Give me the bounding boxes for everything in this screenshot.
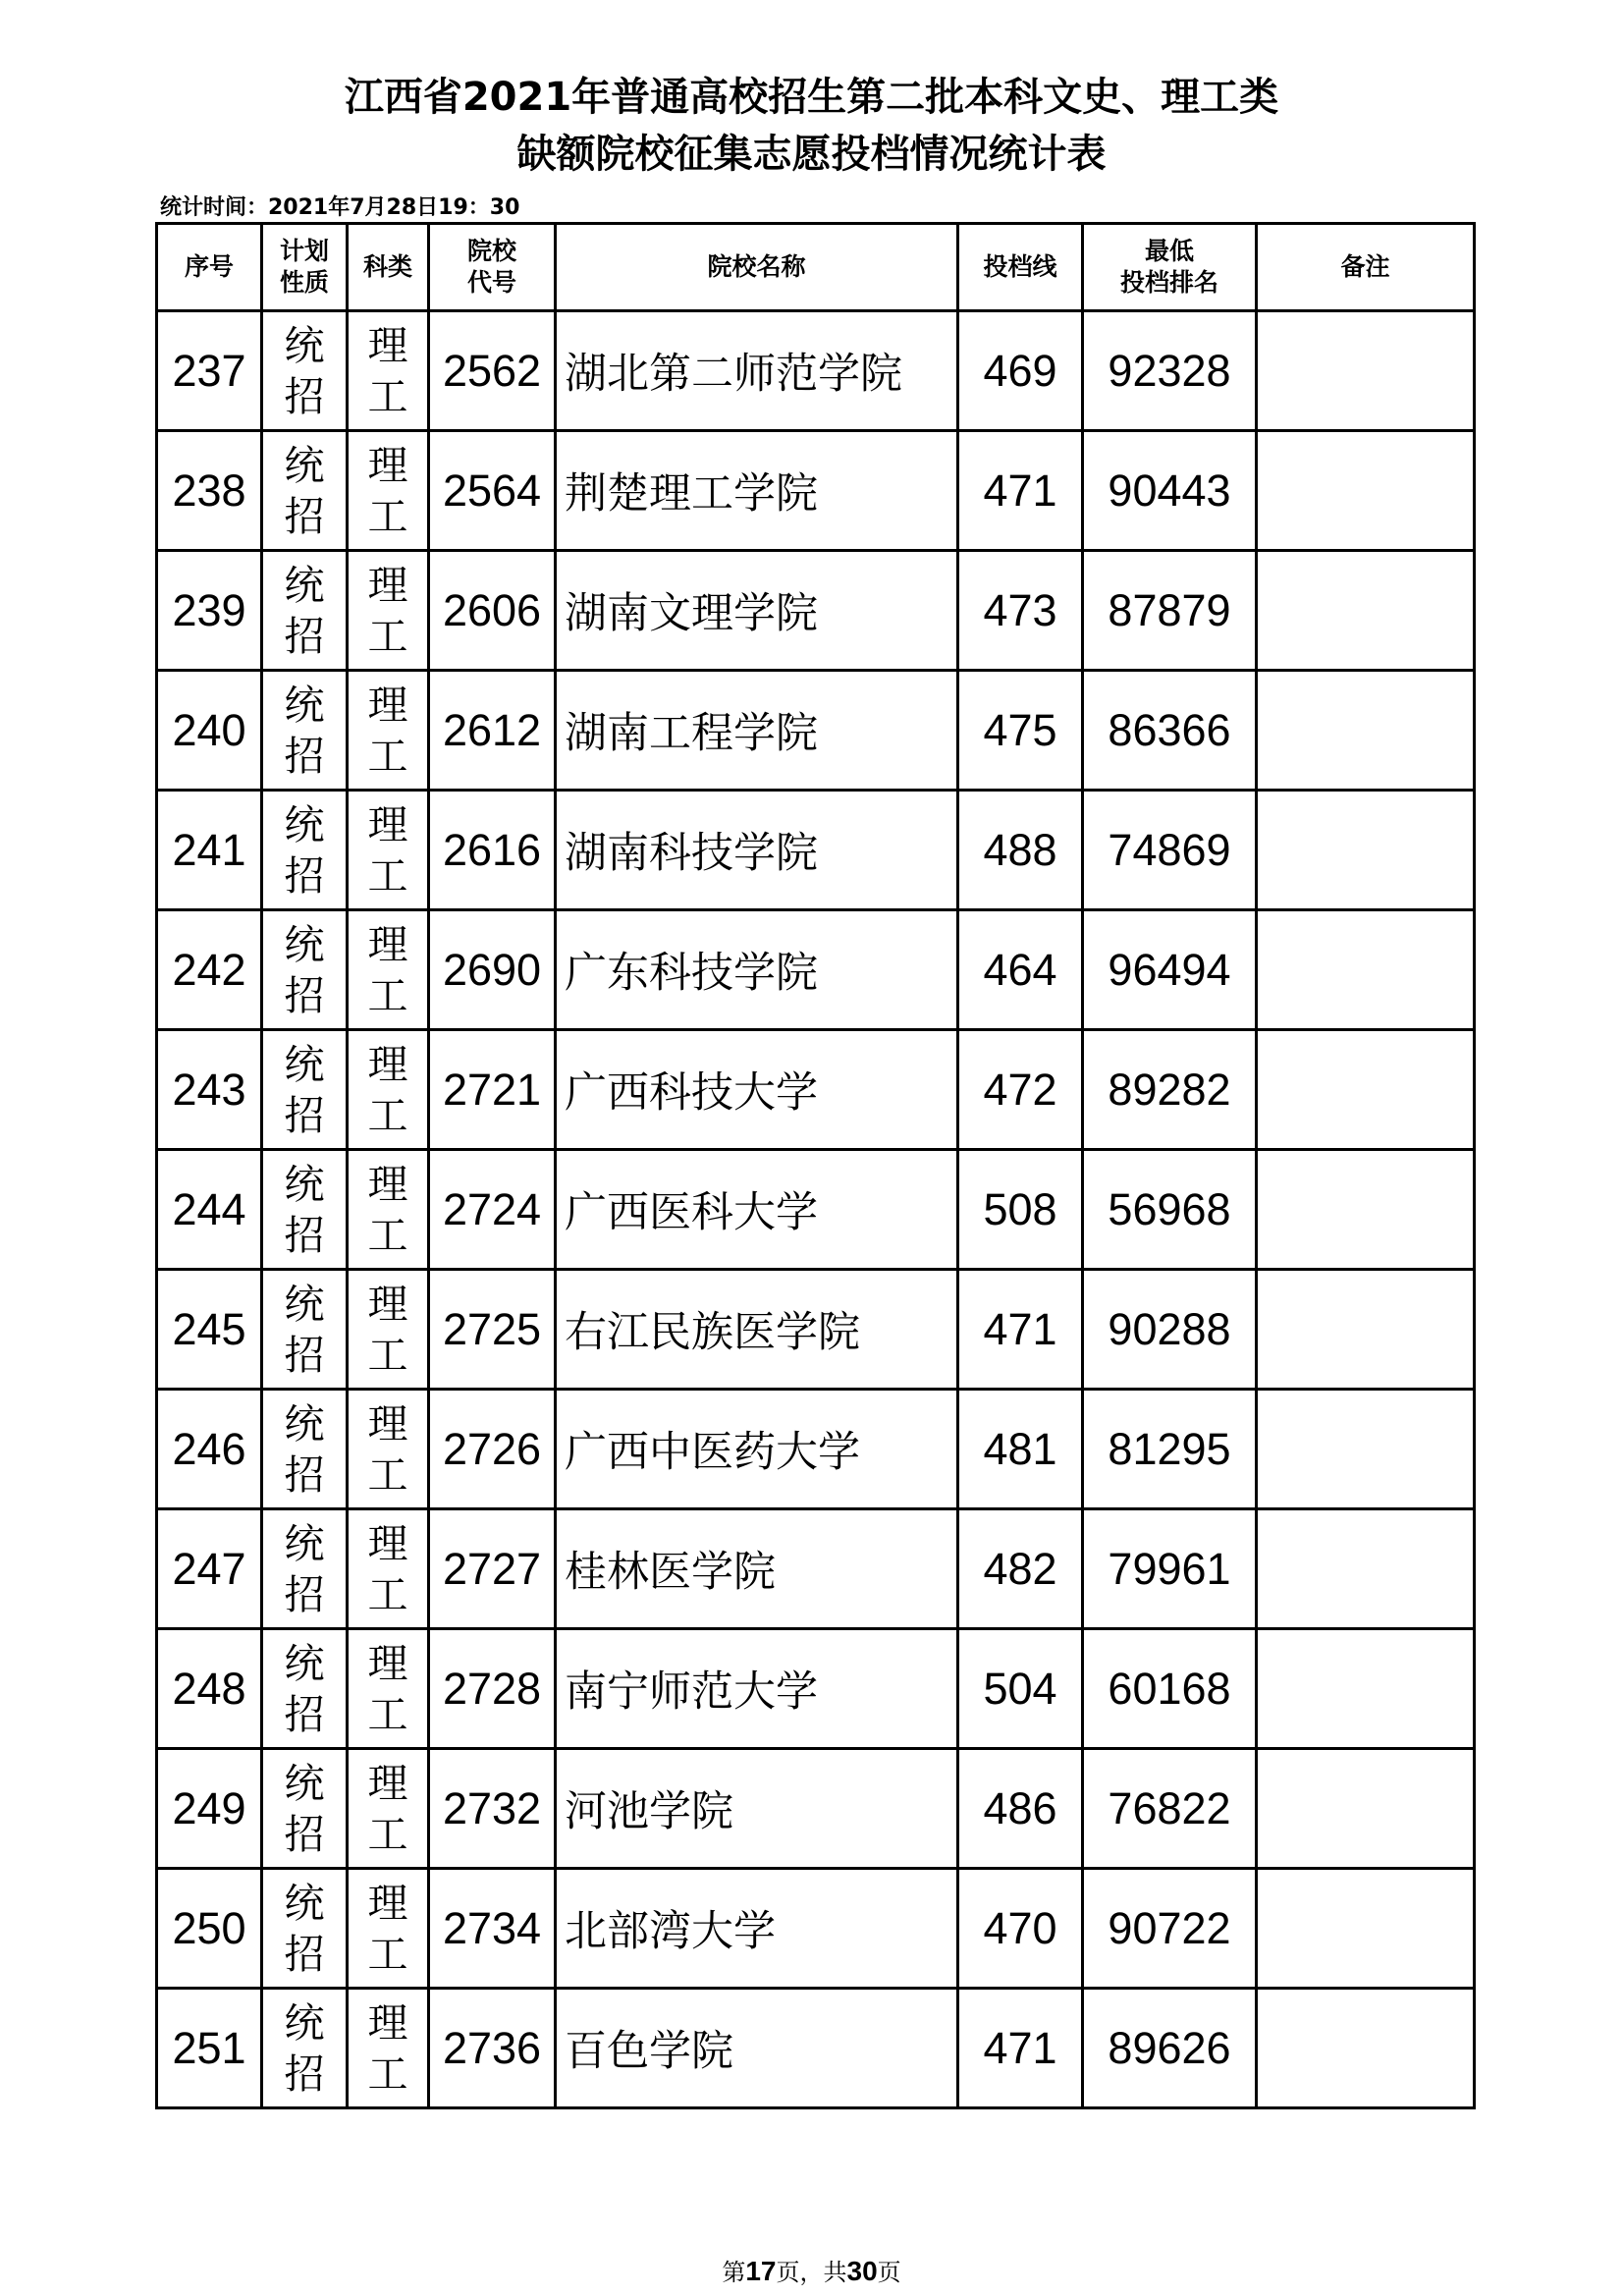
cell-plan-char: 招 bbox=[284, 1690, 325, 1738]
header-plan-type bbox=[262, 224, 348, 311]
cell-subject bbox=[348, 671, 429, 791]
footer-page-number: 17 bbox=[745, 2256, 777, 2286]
cell-plan-char: 统 bbox=[284, 1639, 325, 1687]
table-row bbox=[157, 431, 1475, 551]
cell-code: 2726 bbox=[429, 1390, 556, 1509]
title-line-1: 江西省2021年普通高校招生第二批本科文史、理工类 bbox=[344, 75, 1279, 120]
cell-rank: 87879 bbox=[1083, 551, 1257, 671]
cell-subject-char: 工 bbox=[367, 971, 408, 1019]
cell-plan-char: 招 bbox=[284, 1091, 325, 1139]
cell-subject-char: 理 bbox=[367, 1160, 408, 1208]
cell-remark bbox=[1257, 1989, 1475, 2108]
cell-subject-char: 工 bbox=[367, 1690, 408, 1738]
cell-rank: 90288 bbox=[1083, 1270, 1257, 1390]
cell-code: 2616 bbox=[429, 791, 556, 910]
header-min-rank-line2: 投档排名 bbox=[1119, 268, 1218, 297]
cell-remark bbox=[1257, 1869, 1475, 1989]
cell-subject-char: 理 bbox=[367, 800, 408, 848]
cell-remark bbox=[1257, 1629, 1475, 1749]
cell-seq: 243 bbox=[157, 1030, 262, 1150]
table-header-row bbox=[157, 224, 1475, 311]
cell-rank: 96494 bbox=[1083, 910, 1257, 1030]
cell-code: 2562 bbox=[429, 311, 556, 431]
cell-rank: 56968 bbox=[1083, 1150, 1257, 1270]
cell-plan bbox=[262, 1030, 348, 1150]
cell-remark bbox=[1257, 1509, 1475, 1629]
cell-plan-char: 招 bbox=[284, 971, 325, 1019]
cell-subject bbox=[348, 551, 429, 671]
admission-table bbox=[155, 222, 1476, 2109]
cell-rank: 60168 bbox=[1083, 1629, 1257, 1749]
cell-plan bbox=[262, 431, 348, 551]
cell-school-name: 桂林医学院 bbox=[556, 1509, 958, 1629]
cell-plan-char: 统 bbox=[284, 1280, 325, 1328]
table-row bbox=[157, 671, 1475, 791]
cell-subject-char: 理 bbox=[367, 1399, 408, 1448]
cell-subject bbox=[348, 1869, 429, 1989]
cell-plan-char: 招 bbox=[284, 1211, 325, 1259]
cell-remark bbox=[1257, 1749, 1475, 1869]
cell-code: 2736 bbox=[429, 1989, 556, 2108]
footer-suffix: 页 bbox=[877, 2259, 901, 2286]
cell-school-name: 广东科技学院 bbox=[556, 910, 958, 1030]
cell-subject-char: 工 bbox=[367, 612, 408, 660]
cell-plan-char: 招 bbox=[284, 1810, 325, 1858]
cell-plan bbox=[262, 1509, 348, 1629]
cell-rank: 86366 bbox=[1083, 671, 1257, 791]
cell-school-name: 百色学院 bbox=[556, 1989, 958, 2108]
cell-plan bbox=[262, 1749, 348, 1869]
cell-plan-char: 统 bbox=[284, 1160, 325, 1208]
cell-seq: 251 bbox=[157, 1989, 262, 2108]
cell-plan-char: 统 bbox=[284, 1519, 325, 1567]
cell-score: 504 bbox=[958, 1629, 1083, 1749]
cell-school-name: 北部湾大学 bbox=[556, 1869, 958, 1989]
cell-subject-char: 工 bbox=[367, 732, 408, 780]
cell-remark bbox=[1257, 671, 1475, 791]
cell-remark bbox=[1257, 910, 1475, 1030]
header-score-line: 投档线 bbox=[958, 224, 1083, 311]
table-row bbox=[157, 1989, 1475, 2108]
cell-subject bbox=[348, 1390, 429, 1509]
header-plan-type-line1: 计划 bbox=[279, 237, 329, 265]
cell-subject-char: 工 bbox=[367, 372, 408, 420]
cell-plan-char: 统 bbox=[284, 1399, 325, 1448]
cell-remark bbox=[1257, 791, 1475, 910]
cell-seq: 249 bbox=[157, 1749, 262, 1869]
statistics-time: 统计时间：2021年7月28日19：30 bbox=[160, 195, 520, 220]
header-min-rank-line1: 最低 bbox=[1144, 237, 1194, 265]
header-plan-type-line2: 性质 bbox=[279, 268, 329, 297]
cell-plan bbox=[262, 1629, 348, 1749]
table-row bbox=[157, 311, 1475, 431]
cell-plan bbox=[262, 1390, 348, 1509]
cell-plan bbox=[262, 1989, 348, 2108]
cell-score: 486 bbox=[958, 1749, 1083, 1869]
cell-score: 464 bbox=[958, 910, 1083, 1030]
cell-code: 2725 bbox=[429, 1270, 556, 1390]
cell-code: 2724 bbox=[429, 1150, 556, 1270]
cell-plan bbox=[262, 311, 348, 431]
footer-total-pages: 30 bbox=[846, 2256, 878, 2286]
cell-plan-char: 统 bbox=[284, 681, 325, 729]
cell-subject bbox=[348, 791, 429, 910]
title-line-2: 缺额院校征集志愿投档情况统计表 bbox=[516, 132, 1107, 177]
cell-code: 2564 bbox=[429, 431, 556, 551]
cell-seq: 248 bbox=[157, 1629, 262, 1749]
cell-subject-char: 理 bbox=[367, 321, 408, 369]
table-row bbox=[157, 1749, 1475, 1869]
cell-plan bbox=[262, 791, 348, 910]
cell-subject bbox=[348, 1629, 429, 1749]
cell-score: 470 bbox=[958, 1869, 1083, 1989]
cell-rank: 90443 bbox=[1083, 431, 1257, 551]
document-title bbox=[0, 69, 1623, 183]
cell-score: 471 bbox=[958, 1270, 1083, 1390]
footer-mid: 页，共 bbox=[776, 2259, 847, 2286]
cell-plan-char: 统 bbox=[284, 1998, 325, 2047]
cell-school-name: 右江民族医学院 bbox=[556, 1270, 958, 1390]
cell-plan-char: 招 bbox=[284, 1930, 325, 1978]
cell-plan-char: 统 bbox=[284, 561, 325, 609]
cell-seq: 242 bbox=[157, 910, 262, 1030]
cell-rank: 79961 bbox=[1083, 1509, 1257, 1629]
cell-subject-char: 理 bbox=[367, 441, 408, 489]
cell-subject bbox=[348, 431, 429, 551]
cell-seq: 246 bbox=[157, 1390, 262, 1509]
cell-school-name: 河池学院 bbox=[556, 1749, 958, 1869]
table-row bbox=[157, 1629, 1475, 1749]
cell-code: 2690 bbox=[429, 910, 556, 1030]
cell-rank: 81295 bbox=[1083, 1390, 1257, 1509]
cell-subject-char: 理 bbox=[367, 1040, 408, 1088]
table-row bbox=[157, 1869, 1475, 1989]
cell-code: 2734 bbox=[429, 1869, 556, 1989]
header-remark: 备注 bbox=[1257, 224, 1475, 311]
cell-remark bbox=[1257, 311, 1475, 431]
cell-seq: 247 bbox=[157, 1509, 262, 1629]
cell-seq: 241 bbox=[157, 791, 262, 910]
cell-code: 2732 bbox=[429, 1749, 556, 1869]
cell-plan-char: 统 bbox=[284, 1759, 325, 1807]
cell-subject bbox=[348, 1030, 429, 1150]
cell-score: 472 bbox=[958, 1030, 1083, 1150]
cell-score: 482 bbox=[958, 1509, 1083, 1629]
cell-remark bbox=[1257, 431, 1475, 551]
cell-school-name: 广西医科大学 bbox=[556, 1150, 958, 1270]
table-row bbox=[157, 1150, 1475, 1270]
cell-seq: 239 bbox=[157, 551, 262, 671]
cell-subject bbox=[348, 1989, 429, 2108]
cell-rank: 89282 bbox=[1083, 1030, 1257, 1150]
cell-subject-char: 工 bbox=[367, 1091, 408, 1139]
cell-code: 2721 bbox=[429, 1030, 556, 1150]
table-row bbox=[157, 1030, 1475, 1150]
cell-subject-char: 理 bbox=[367, 1280, 408, 1328]
cell-plan-char: 统 bbox=[284, 441, 325, 489]
cell-remark bbox=[1257, 1390, 1475, 1509]
cell-plan-char: 统 bbox=[284, 800, 325, 848]
cell-score: 475 bbox=[958, 671, 1083, 791]
footer-prefix: 第 bbox=[722, 2259, 746, 2286]
cell-remark bbox=[1257, 551, 1475, 671]
cell-score: 481 bbox=[958, 1390, 1083, 1509]
cell-school-name: 广西科技大学 bbox=[556, 1030, 958, 1150]
cell-subject-char: 工 bbox=[367, 1570, 408, 1618]
cell-plan-char: 招 bbox=[284, 492, 325, 540]
cell-subject-char: 工 bbox=[367, 1810, 408, 1858]
cell-plan bbox=[262, 1150, 348, 1270]
cell-seq: 245 bbox=[157, 1270, 262, 1390]
cell-code: 2728 bbox=[429, 1629, 556, 1749]
cell-subject-char: 工 bbox=[367, 2050, 408, 2098]
cell-plan bbox=[262, 1869, 348, 1989]
cell-subject bbox=[348, 1509, 429, 1629]
cell-rank: 92328 bbox=[1083, 311, 1257, 431]
cell-subject-char: 理 bbox=[367, 1759, 408, 1807]
cell-seq: 250 bbox=[157, 1869, 262, 1989]
cell-subject bbox=[348, 1270, 429, 1390]
cell-subject-char: 理 bbox=[367, 1519, 408, 1567]
cell-plan bbox=[262, 1270, 348, 1390]
cell-score: 471 bbox=[958, 431, 1083, 551]
cell-school-name: 湖北第二师范学院 bbox=[556, 311, 958, 431]
cell-school-name: 广西中医药大学 bbox=[556, 1390, 958, 1509]
cell-score: 471 bbox=[958, 1989, 1083, 2108]
cell-plan-char: 招 bbox=[284, 612, 325, 660]
table-row bbox=[157, 910, 1475, 1030]
cell-seq: 238 bbox=[157, 431, 262, 551]
cell-plan-char: 招 bbox=[284, 851, 325, 900]
cell-plan-char: 统 bbox=[284, 1040, 325, 1088]
cell-plan-char: 统 bbox=[284, 920, 325, 968]
cell-remark bbox=[1257, 1150, 1475, 1270]
cell-seq: 244 bbox=[157, 1150, 262, 1270]
header-school-code bbox=[429, 224, 556, 311]
cell-subject-char: 工 bbox=[367, 1331, 408, 1379]
cell-subject-char: 工 bbox=[367, 1450, 408, 1499]
cell-plan-char: 招 bbox=[284, 372, 325, 420]
cell-school-name: 南宁师范大学 bbox=[556, 1629, 958, 1749]
cell-plan bbox=[262, 671, 348, 791]
table-row bbox=[157, 791, 1475, 910]
cell-plan-char: 招 bbox=[284, 2050, 325, 2098]
cell-score: 488 bbox=[958, 791, 1083, 910]
cell-school-name: 湖南工程学院 bbox=[556, 671, 958, 791]
cell-plan bbox=[262, 551, 348, 671]
cell-subject-char: 理 bbox=[367, 1998, 408, 2047]
cell-subject-char: 理 bbox=[367, 1639, 408, 1687]
cell-subject-char: 工 bbox=[367, 1930, 408, 1978]
cell-school-name: 荆楚理工学院 bbox=[556, 431, 958, 551]
cell-subject bbox=[348, 1749, 429, 1869]
table-row bbox=[157, 1390, 1475, 1509]
cell-rank: 90722 bbox=[1083, 1869, 1257, 1989]
cell-subject-char: 理 bbox=[367, 561, 408, 609]
page-footer bbox=[0, 2253, 1623, 2287]
table-row bbox=[157, 551, 1475, 671]
header-school-name: 院校名称 bbox=[556, 224, 958, 311]
table-row bbox=[157, 1509, 1475, 1629]
cell-rank: 74869 bbox=[1083, 791, 1257, 910]
cell-score: 508 bbox=[958, 1150, 1083, 1270]
cell-subject-char: 理 bbox=[367, 920, 408, 968]
cell-plan-char: 招 bbox=[284, 1450, 325, 1499]
cell-plan-char: 招 bbox=[284, 732, 325, 780]
cell-score: 469 bbox=[958, 311, 1083, 431]
cell-code: 2612 bbox=[429, 671, 556, 791]
cell-school-name: 湖南文理学院 bbox=[556, 551, 958, 671]
cell-rank: 76822 bbox=[1083, 1749, 1257, 1869]
cell-seq: 240 bbox=[157, 671, 262, 791]
table-row bbox=[157, 1270, 1475, 1390]
cell-seq: 237 bbox=[157, 311, 262, 431]
cell-plan-char: 招 bbox=[284, 1331, 325, 1379]
cell-subject bbox=[348, 1150, 429, 1270]
cell-subject bbox=[348, 311, 429, 431]
cell-code: 2606 bbox=[429, 551, 556, 671]
cell-subject bbox=[348, 910, 429, 1030]
cell-subject-char: 理 bbox=[367, 1879, 408, 1927]
header-min-rank bbox=[1083, 224, 1257, 311]
cell-plan-char: 统 bbox=[284, 1879, 325, 1927]
cell-rank: 89626 bbox=[1083, 1989, 1257, 2108]
cell-subject-char: 工 bbox=[367, 851, 408, 900]
header-subject: 科类 bbox=[348, 224, 429, 311]
cell-plan-char: 招 bbox=[284, 1570, 325, 1618]
header-school-code-line2: 代号 bbox=[466, 268, 516, 297]
cell-code: 2727 bbox=[429, 1509, 556, 1629]
cell-subject-char: 工 bbox=[367, 1211, 408, 1259]
header-seq: 序号 bbox=[157, 224, 262, 311]
cell-subject-char: 工 bbox=[367, 492, 408, 540]
cell-school-name: 湖南科技学院 bbox=[556, 791, 958, 910]
header-school-code-line1: 院校 bbox=[466, 237, 516, 265]
cell-plan-char: 统 bbox=[284, 321, 325, 369]
cell-plan bbox=[262, 910, 348, 1030]
cell-score: 473 bbox=[958, 551, 1083, 671]
cell-remark bbox=[1257, 1270, 1475, 1390]
cell-remark bbox=[1257, 1030, 1475, 1150]
cell-subject-char: 理 bbox=[367, 681, 408, 729]
